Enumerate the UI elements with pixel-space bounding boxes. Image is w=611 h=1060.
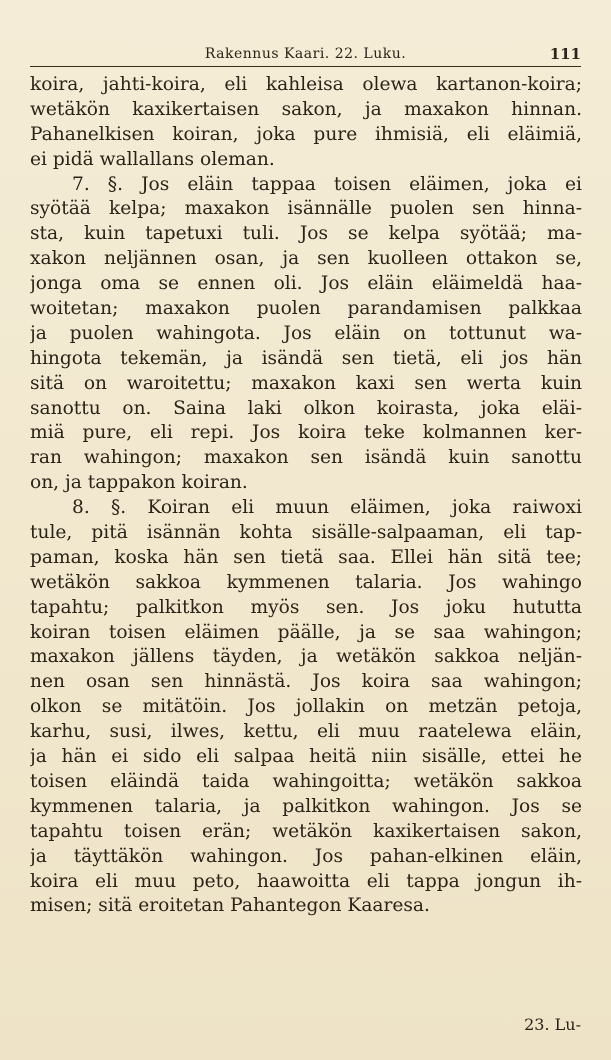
text-line: ran wahingon; maxakon sen isändä kuin sanottu <box>30 447 582 469</box>
text-line: wetäkön sakkoa kymmenen talaria. Jos wahingo <box>30 571 582 593</box>
text-line: jonga oma se ennen oli. Jos eläin eläimeldä haa- <box>30 273 582 295</box>
text-line: woitetan; maxakon puolen parandamisen palkkaa <box>30 298 582 320</box>
text-line: kymmenen talaria, ja palkitkon wahingon. Jos se <box>30 795 582 817</box>
text-line: miä pure, eli repi. Jos koira teke kolmannen ker- <box>30 422 582 444</box>
body-text <box>30 73 582 919</box>
text-line: hingota tekemän, ja isändä sen tietä, eli jos hän <box>30 347 582 369</box>
text-line: maxakon jällens täyden, ja wetäkön sakkoa neljän- <box>30 646 582 668</box>
catchword: 23. Lu- <box>524 1015 581 1034</box>
text-line: koira, jahti-koira, eli kahleisa olewa kartanon-koira; <box>30 74 582 95</box>
text-line: ei pidä wallallans oleman. <box>30 148 275 170</box>
text-line: syötää kelpa; maxakon isännälle puolen sen hinna- <box>30 198 582 220</box>
text-line: sta, kuin tapetuxi tuli. Jos se kelpa syötää; ma- <box>30 223 582 245</box>
text-line: koira eli muu peto, haawoitta eli tappa jongun ih- <box>30 870 582 892</box>
text-line: 7. §. Jos eläin tappaa toisen eläimen, joka ei <box>72 173 582 195</box>
text-line: tapahtu toisen erän; wetäkön kaxikertaisen sakon, <box>30 820 582 842</box>
text-line: ja puolen wahingota. Jos eläin on tottunut wa- <box>30 322 582 344</box>
text-line: toisen eläindä taida wahingoitta; wetäkön sakkoa <box>30 770 582 792</box>
text-line: misen; sitä eroitetan Pahantegon Kaaresa. <box>30 895 430 917</box>
text-line: xakon neljännen osan, ja sen kuolleen ottakon se, <box>30 248 582 270</box>
text-line: tule, pitä isännän kohta sisälle-salpaaman, eli tap- <box>30 522 582 544</box>
text-line: on, ja tappakon koiran. <box>30 472 248 494</box>
text-line: olkon se mitätöin. Jos jollakin on metzän petoja, <box>30 696 582 718</box>
running-header <box>30 44 581 67</box>
text-line: 8. §. Koiran eli muun eläimen, joka raiwoxi <box>72 497 582 519</box>
text-line: ja hän ei sido eli salpaa heitä niin sisälle, ettei he <box>30 746 582 768</box>
text-line: ja täyttäkön wahingon. Jos pahan-elkinen eläin, <box>30 845 582 867</box>
text-line: tapahtu; palkitkon myös sen. Jos joku hututta <box>30 596 582 618</box>
running-title: Rakennus Kaari. 22. Luku. <box>204 46 407 62</box>
text-line: nen osan sen hinnästä. Jos koira saa wahingon; <box>30 671 582 693</box>
text-line: wetäkön kaxikertaisen sakon, ja maxakon hinnan. <box>30 98 582 120</box>
text-line: karhu, susi, ilwes, kettu, eli muu raatelewa eläin, <box>30 721 582 743</box>
text-line: Pahanelkisen koiran, joka pure ihmisiä, eli eläimiä, <box>30 123 582 145</box>
text-line: paman, koska hän sen tietä saa. Ellei hän sitä tee; <box>30 546 582 568</box>
text-line: sitä on waroitettu; maxakon kaxi sen werta kuin <box>30 372 582 394</box>
page-number: 111 <box>549 45 581 63</box>
text-line: koiran toisen eläimen päälle, ja se saa wahingon; <box>30 621 582 643</box>
text-line: sanottu on. Saina laki olkon koirasta, joka eläi- <box>30 397 582 419</box>
